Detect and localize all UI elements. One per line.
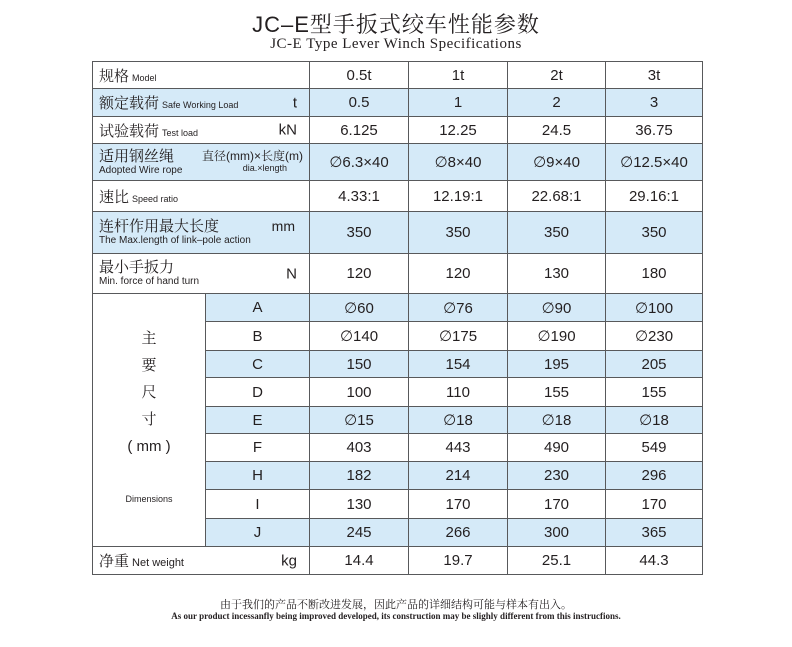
page-subtitle: JC-E Type Lever Winch Specifications	[270, 36, 522, 52]
dimension-value: 230	[508, 462, 606, 490]
model-label: 规格 Model	[93, 62, 310, 89]
footer-note-en: As our product incessanfly being improved developed, its construction may be slighly different from this instrucfions.	[171, 611, 621, 621]
model-value: 3t	[606, 62, 703, 89]
lever-length-value: 350	[409, 212, 508, 254]
dimension-value: ∅140	[310, 322, 409, 351]
dimension-key: C	[206, 351, 310, 378]
dimension-value: 170	[606, 490, 703, 519]
dimension-value: 130	[310, 490, 409, 519]
net-weight-unit: kg	[281, 552, 297, 569]
dimension-value: ∅18	[508, 407, 606, 434]
dimension-value: 443	[409, 434, 508, 462]
speed-ratio-value: 12.19:1	[409, 181, 508, 212]
test-load-value: 36.75	[606, 117, 703, 144]
dimension-value: ∅15	[310, 407, 409, 434]
test-load-value: 6.125	[310, 117, 409, 144]
dimension-value: 154	[409, 351, 508, 378]
hand-force-label: 最小手扳力 Min. force of hand turn N	[93, 254, 310, 294]
dimension-row	[93, 294, 703, 322]
dimension-key: F	[206, 434, 310, 462]
dimension-value: 403	[310, 434, 409, 462]
dimension-value: ∅175	[409, 322, 508, 351]
dimension-value: ∅100	[606, 294, 703, 322]
net-weight-value: 14.4	[310, 547, 409, 575]
dimension-value: 150	[310, 351, 409, 378]
dimension-value: 155	[508, 378, 606, 407]
model-value: 2t	[508, 62, 606, 89]
wire-rope-value: ∅8×40	[409, 144, 508, 181]
dimension-value: ∅90	[508, 294, 606, 322]
dimension-key: J	[206, 519, 310, 547]
dimension-value: 100	[310, 378, 409, 407]
speed-ratio-value: 29.16:1	[606, 181, 703, 212]
net-weight-row	[93, 547, 703, 575]
spec-table	[92, 61, 703, 575]
test-load-value: 12.25	[409, 117, 508, 144]
dimension-value: 300	[508, 519, 606, 547]
model-value: 0.5t	[310, 62, 409, 89]
hand-force-value: 180	[606, 254, 703, 294]
dimension-value: 296	[606, 462, 703, 490]
dimension-value: ∅18	[606, 407, 703, 434]
net-weight-value: 44.3	[606, 547, 703, 575]
test-load-label: 试验载荷 Test load kN	[93, 117, 310, 144]
dimension-value: 214	[409, 462, 508, 490]
hand-force-row	[93, 254, 703, 294]
dimension-value: ∅60	[310, 294, 409, 322]
dimension-value: ∅18	[409, 407, 508, 434]
hand-force-unit: N	[286, 265, 297, 282]
dimension-value: ∅230	[606, 322, 703, 351]
speed-ratio-value: 22.68:1	[508, 181, 606, 212]
dimension-key: A	[206, 294, 310, 322]
dimension-key: B	[206, 322, 310, 351]
dimension-value: 195	[508, 351, 606, 378]
dimension-key: I	[206, 490, 310, 519]
swl-value: 3	[606, 89, 703, 117]
lever-length-value: 350	[606, 212, 703, 254]
swl-value: 1	[409, 89, 508, 117]
dimension-key: D	[206, 378, 310, 407]
test-load-row	[93, 117, 703, 144]
dimension-value: 365	[606, 519, 703, 547]
speed-ratio-label: 速比 Speed ratio	[93, 181, 310, 212]
hand-force-value: 120	[310, 254, 409, 294]
dimension-value: 182	[310, 462, 409, 490]
hand-force-value: 130	[508, 254, 606, 294]
speed-ratio-value: 4.33:1	[310, 181, 409, 212]
dimension-key: H	[206, 462, 310, 490]
dimension-value: ∅76	[409, 294, 508, 322]
page-title: JC–E型手扳式绞车性能参数	[252, 12, 540, 37]
dimension-value: 245	[310, 519, 409, 547]
wire-rope-label: 适用钢丝绳 直径(mm)×长度(m) Adopted Wire rope dia.×length	[93, 144, 310, 181]
footer-note-zh: 由于我们的产品不断改进发展，因此产品的详细结构可能与样本有出入。	[220, 599, 572, 611]
speed-ratio-row	[93, 181, 703, 212]
swl-value: 2	[508, 89, 606, 117]
model-value: 1t	[409, 62, 508, 89]
dimension-value: 110	[409, 378, 508, 407]
test-load-unit: kN	[278, 121, 297, 139]
dimension-key: E	[206, 407, 310, 434]
lever-length-value: 350	[508, 212, 606, 254]
dimension-value: 205	[606, 351, 703, 378]
dimension-value: 549	[606, 434, 703, 462]
dimension-value: ∅190	[508, 322, 606, 351]
dimension-value: 170	[508, 490, 606, 519]
dimension-value: 266	[409, 519, 508, 547]
dimension-value: 155	[606, 378, 703, 407]
net-weight-value: 25.1	[508, 547, 606, 575]
wire-rope-value: ∅9×40	[508, 144, 606, 181]
wire-rope-value: ∅12.5×40	[606, 144, 703, 181]
dimension-value: 170	[409, 490, 508, 519]
test-load-value: 24.5	[508, 117, 606, 144]
dimensions-label: 主 要 尺 寸 ( mm ) Dimensions	[93, 294, 206, 547]
wire-rope-row	[93, 144, 703, 181]
model-row	[93, 62, 703, 89]
lever-length-row	[93, 212, 703, 254]
wire-rope-value: ∅6.3×40	[310, 144, 409, 181]
swl-row	[93, 89, 703, 117]
swl-label: 额定载荷 Safe Working Load t	[93, 89, 310, 117]
swl-unit: t	[292, 94, 297, 111]
lever-length-value: 350	[310, 212, 409, 254]
net-weight-value: 19.7	[409, 547, 508, 575]
swl-value: 0.5	[310, 89, 409, 117]
dimension-value: 490	[508, 434, 606, 462]
net-weight-label: 净重 Net weight kg	[93, 547, 310, 575]
hand-force-value: 120	[409, 254, 508, 294]
lever-length-label: 连杆作用最大长度 mm The Max.length of link–pole action	[93, 212, 310, 254]
